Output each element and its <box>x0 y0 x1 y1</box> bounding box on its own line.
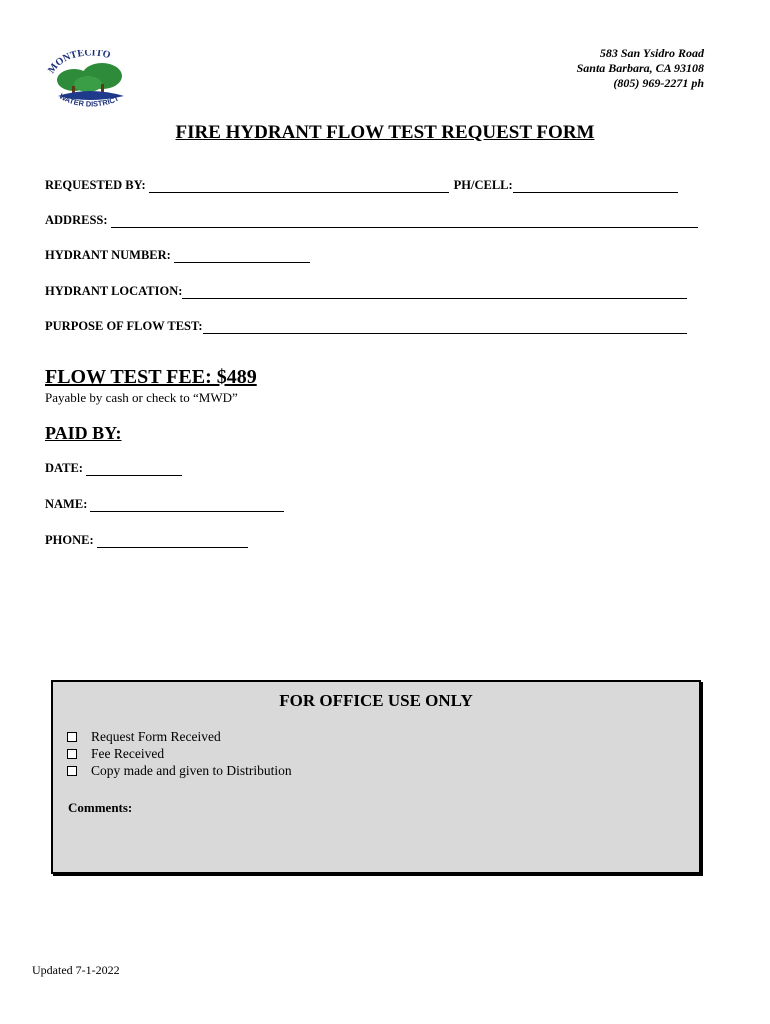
checkbox-fee-received[interactable] <box>67 749 77 759</box>
purpose-field[interactable] <box>203 322 687 334</box>
hydrant-location-row <box>45 284 687 299</box>
checklist-item <box>67 728 292 745</box>
ph-cell-label: PH/CELL: <box>453 178 513 192</box>
updated-date: Updated 7-1-2022 <box>32 963 120 977</box>
comments-label: Comments: <box>68 800 133 815</box>
checkbox-request-form-received[interactable] <box>67 732 77 742</box>
requested-by-label: REQUESTED BY: <box>45 178 146 192</box>
logo-arc-bottom-text: WATER DISTRICT <box>57 91 121 108</box>
address-line-1: 583 San Ysidro Road <box>599 46 704 60</box>
checklist-item <box>67 745 292 762</box>
hydrant-number-label: HYDRANT NUMBER: <box>45 248 171 262</box>
district-address <box>577 46 704 91</box>
flow-test-fee-heading: FLOW TEST FEE: $489 <box>45 366 257 388</box>
phone-field[interactable] <box>97 536 248 548</box>
hydrant-location-label: HYDRANT LOCATION: <box>45 284 183 298</box>
requested-by-field[interactable] <box>149 181 449 193</box>
montecito-water-district-logo <box>44 50 136 108</box>
ph-cell-field[interactable] <box>513 181 678 193</box>
address-field[interactable] <box>111 216 698 228</box>
form-title: FIRE HYDRANT FLOW TEST REQUEST FORM <box>175 122 595 143</box>
office-use-box <box>51 680 701 874</box>
checklist-item <box>67 762 292 779</box>
name-label: NAME: <box>45 497 88 511</box>
phone-label: PHONE: <box>45 533 94 547</box>
checkbox-copy-made[interactable] <box>67 766 77 776</box>
logo-arc-top-text: MONTECITO <box>46 50 112 76</box>
checklist-item-label: Copy made and given to Distribution <box>91 763 292 778</box>
hydrant-number-field[interactable] <box>174 251 310 263</box>
hydrant-location-field[interactable] <box>182 287 687 299</box>
checklist-item-label: Request Form Received <box>91 729 221 744</box>
hydrant-number-row <box>45 248 310 263</box>
district-phone: (805) 969-2271 ph <box>613 76 704 90</box>
requested-by-row <box>45 178 678 193</box>
fee-payment-note: Payable by cash or check to “MWD” <box>45 390 238 405</box>
purpose-row <box>45 319 687 334</box>
date-row <box>45 461 182 476</box>
purpose-label: PURPOSE OF FLOW TEST: <box>45 319 203 333</box>
name-row <box>45 497 284 512</box>
address-line-2: Santa Barbara, CA 93108 <box>576 61 704 75</box>
name-field[interactable] <box>90 500 284 512</box>
date-field[interactable] <box>86 464 182 476</box>
date-label: DATE: <box>45 461 83 475</box>
phone-row <box>45 533 248 548</box>
address-label: ADDRESS: <box>45 213 108 227</box>
address-row <box>45 213 698 228</box>
paid-by-heading: PAID BY: <box>45 423 122 443</box>
office-use-heading: FOR OFFICE USE ONLY <box>279 691 473 710</box>
checklist-item-label: Fee Received <box>91 746 165 761</box>
office-checklist <box>67 728 292 779</box>
